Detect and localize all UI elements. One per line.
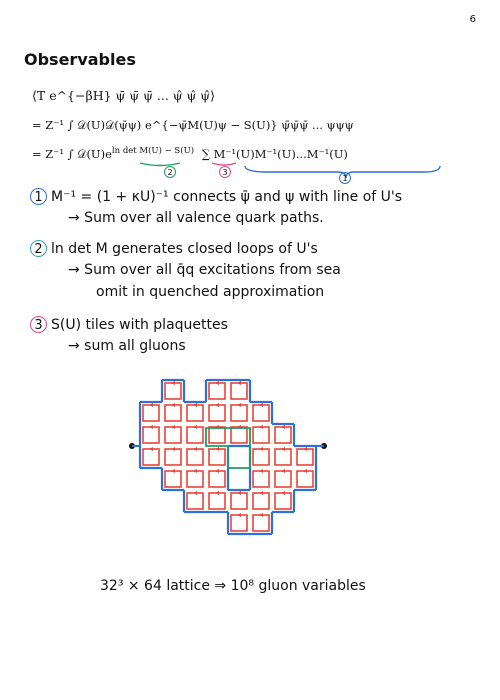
plaquette	[297, 471, 313, 487]
annot-circle-3: 3	[219, 166, 231, 178]
annot-circle-1: 1	[339, 172, 351, 184]
annot-circle-2: 2	[164, 166, 176, 178]
plaquette-arrow	[259, 491, 263, 495]
plaquette-arrow	[281, 469, 285, 473]
plaquette-arrow	[303, 447, 307, 451]
plaquette	[253, 493, 269, 509]
plaquette	[209, 493, 225, 509]
plaquette-arrow	[237, 491, 241, 495]
item-2-sub2: omit in quenched approximation	[96, 284, 325, 300]
item-2-number: 2	[30, 240, 47, 257]
plaquette	[165, 405, 181, 421]
plaquette	[187, 405, 203, 421]
plaquette	[165, 427, 181, 443]
plaquette	[209, 427, 225, 443]
equation-line-1: ⟨T e^{−βH} ψ̄ ψ̄ ψ̄ ... ψ̂ ψ̂ ψ̂⟩	[32, 88, 215, 103]
plaquette-arrow	[237, 381, 241, 385]
plaquette	[143, 427, 159, 443]
plaquette-arrow	[259, 403, 263, 407]
plaquette-arrow	[171, 447, 175, 451]
plaquette-arrow	[171, 425, 175, 429]
plaquette-arrow	[237, 403, 241, 407]
equation-line-2: = Z⁻¹ ∫ 𝒟(U)𝒟(ψ̄ψ) e^{−ψ̄M(U)ψ − S(U)} ψ̄ψ̄ψ̄ ... ψψψ	[32, 118, 354, 132]
plaquette	[253, 427, 269, 443]
plaquette-arrow	[193, 447, 197, 451]
plaquette	[209, 405, 225, 421]
caption: 32³ × 64 lattice ⇒ 10⁸ gluon variables	[100, 578, 366, 594]
plaquette-arrow	[259, 513, 263, 517]
plaquette-arrow	[281, 425, 285, 429]
plaquette-arrow	[215, 469, 219, 473]
plaquette-arrow	[193, 403, 197, 407]
plaquette-arrow	[215, 403, 219, 407]
plaquette-arrow	[215, 447, 219, 451]
plaquette	[231, 427, 247, 443]
plaquette-arrow	[149, 425, 153, 429]
plaquette-arrow	[215, 491, 219, 495]
plaquette	[231, 493, 247, 509]
plaquette-arrow	[193, 491, 197, 495]
plaquette	[165, 471, 181, 487]
plaquette	[187, 449, 203, 465]
item-3-number: 3	[30, 316, 47, 333]
equation-line-3-sum: ∑ M⁻¹(U)M⁻¹(U)...M⁻¹(U)	[201, 146, 348, 161]
plaquette	[275, 493, 291, 509]
plaquette	[231, 383, 247, 399]
plaquette	[209, 449, 225, 465]
plaquette	[253, 471, 269, 487]
plaquette-arrow	[171, 469, 175, 473]
plaquette	[187, 471, 203, 487]
plaquette	[165, 383, 181, 399]
plaquette-arrow	[259, 425, 263, 429]
plaquette	[275, 471, 291, 487]
plaquette	[253, 449, 269, 465]
plaquette-arrow	[303, 469, 307, 473]
page-number: 6	[469, 14, 476, 25]
plaquette	[143, 405, 159, 421]
plaquette	[143, 449, 159, 465]
item-2-sub: → Sum over all q̄q excitations from sea	[68, 262, 341, 278]
plaquette-arrow	[193, 425, 197, 429]
item-3-sub: → sum all gluons	[68, 338, 186, 354]
page-title: Observables	[24, 50, 136, 69]
plaquette	[297, 449, 313, 465]
plaquette-arrow	[171, 403, 175, 407]
plaquette-arrow	[193, 469, 197, 473]
plaquette	[275, 449, 291, 465]
plaquette	[209, 471, 225, 487]
plaquette-arrow	[281, 447, 285, 451]
item-3-text: S(U) tiles with plaquettes	[51, 317, 228, 333]
plaquette-arrow	[215, 381, 219, 385]
plaquette-arrow	[281, 491, 285, 495]
plaquette-arrow	[171, 381, 175, 385]
plaquette-arrow	[149, 447, 153, 451]
plaquette-arrow	[237, 513, 241, 517]
plaquette-arrow	[259, 469, 263, 473]
plaquette	[187, 493, 203, 509]
plaquette	[209, 383, 225, 399]
item-1-text: M⁻¹ = (1 + κU)⁻¹ connects ψ̄ and ψ with line of U's	[51, 189, 403, 205]
plaquette	[275, 427, 291, 443]
sea-quark-loop	[206, 428, 250, 468]
equation-line-3-prefix: = Z⁻¹ ∫ 𝒟(U)e	[32, 146, 112, 161]
plaquette	[253, 405, 269, 421]
plaquette	[253, 515, 269, 531]
item-1-sub: → Sum over all valence quark paths.	[68, 210, 324, 226]
item-2-text: ln det M generates closed loops of U's	[51, 241, 318, 257]
equation-line-3-exponent: ln det M(U) − S(U)	[111, 146, 195, 156]
plaquette-arrow	[259, 447, 263, 451]
plaquette	[187, 427, 203, 443]
plaquette	[231, 405, 247, 421]
plaquette	[231, 515, 247, 531]
plaquette	[165, 449, 181, 465]
item-1-number: 1	[30, 188, 47, 205]
plaquette-arrow	[149, 403, 153, 407]
